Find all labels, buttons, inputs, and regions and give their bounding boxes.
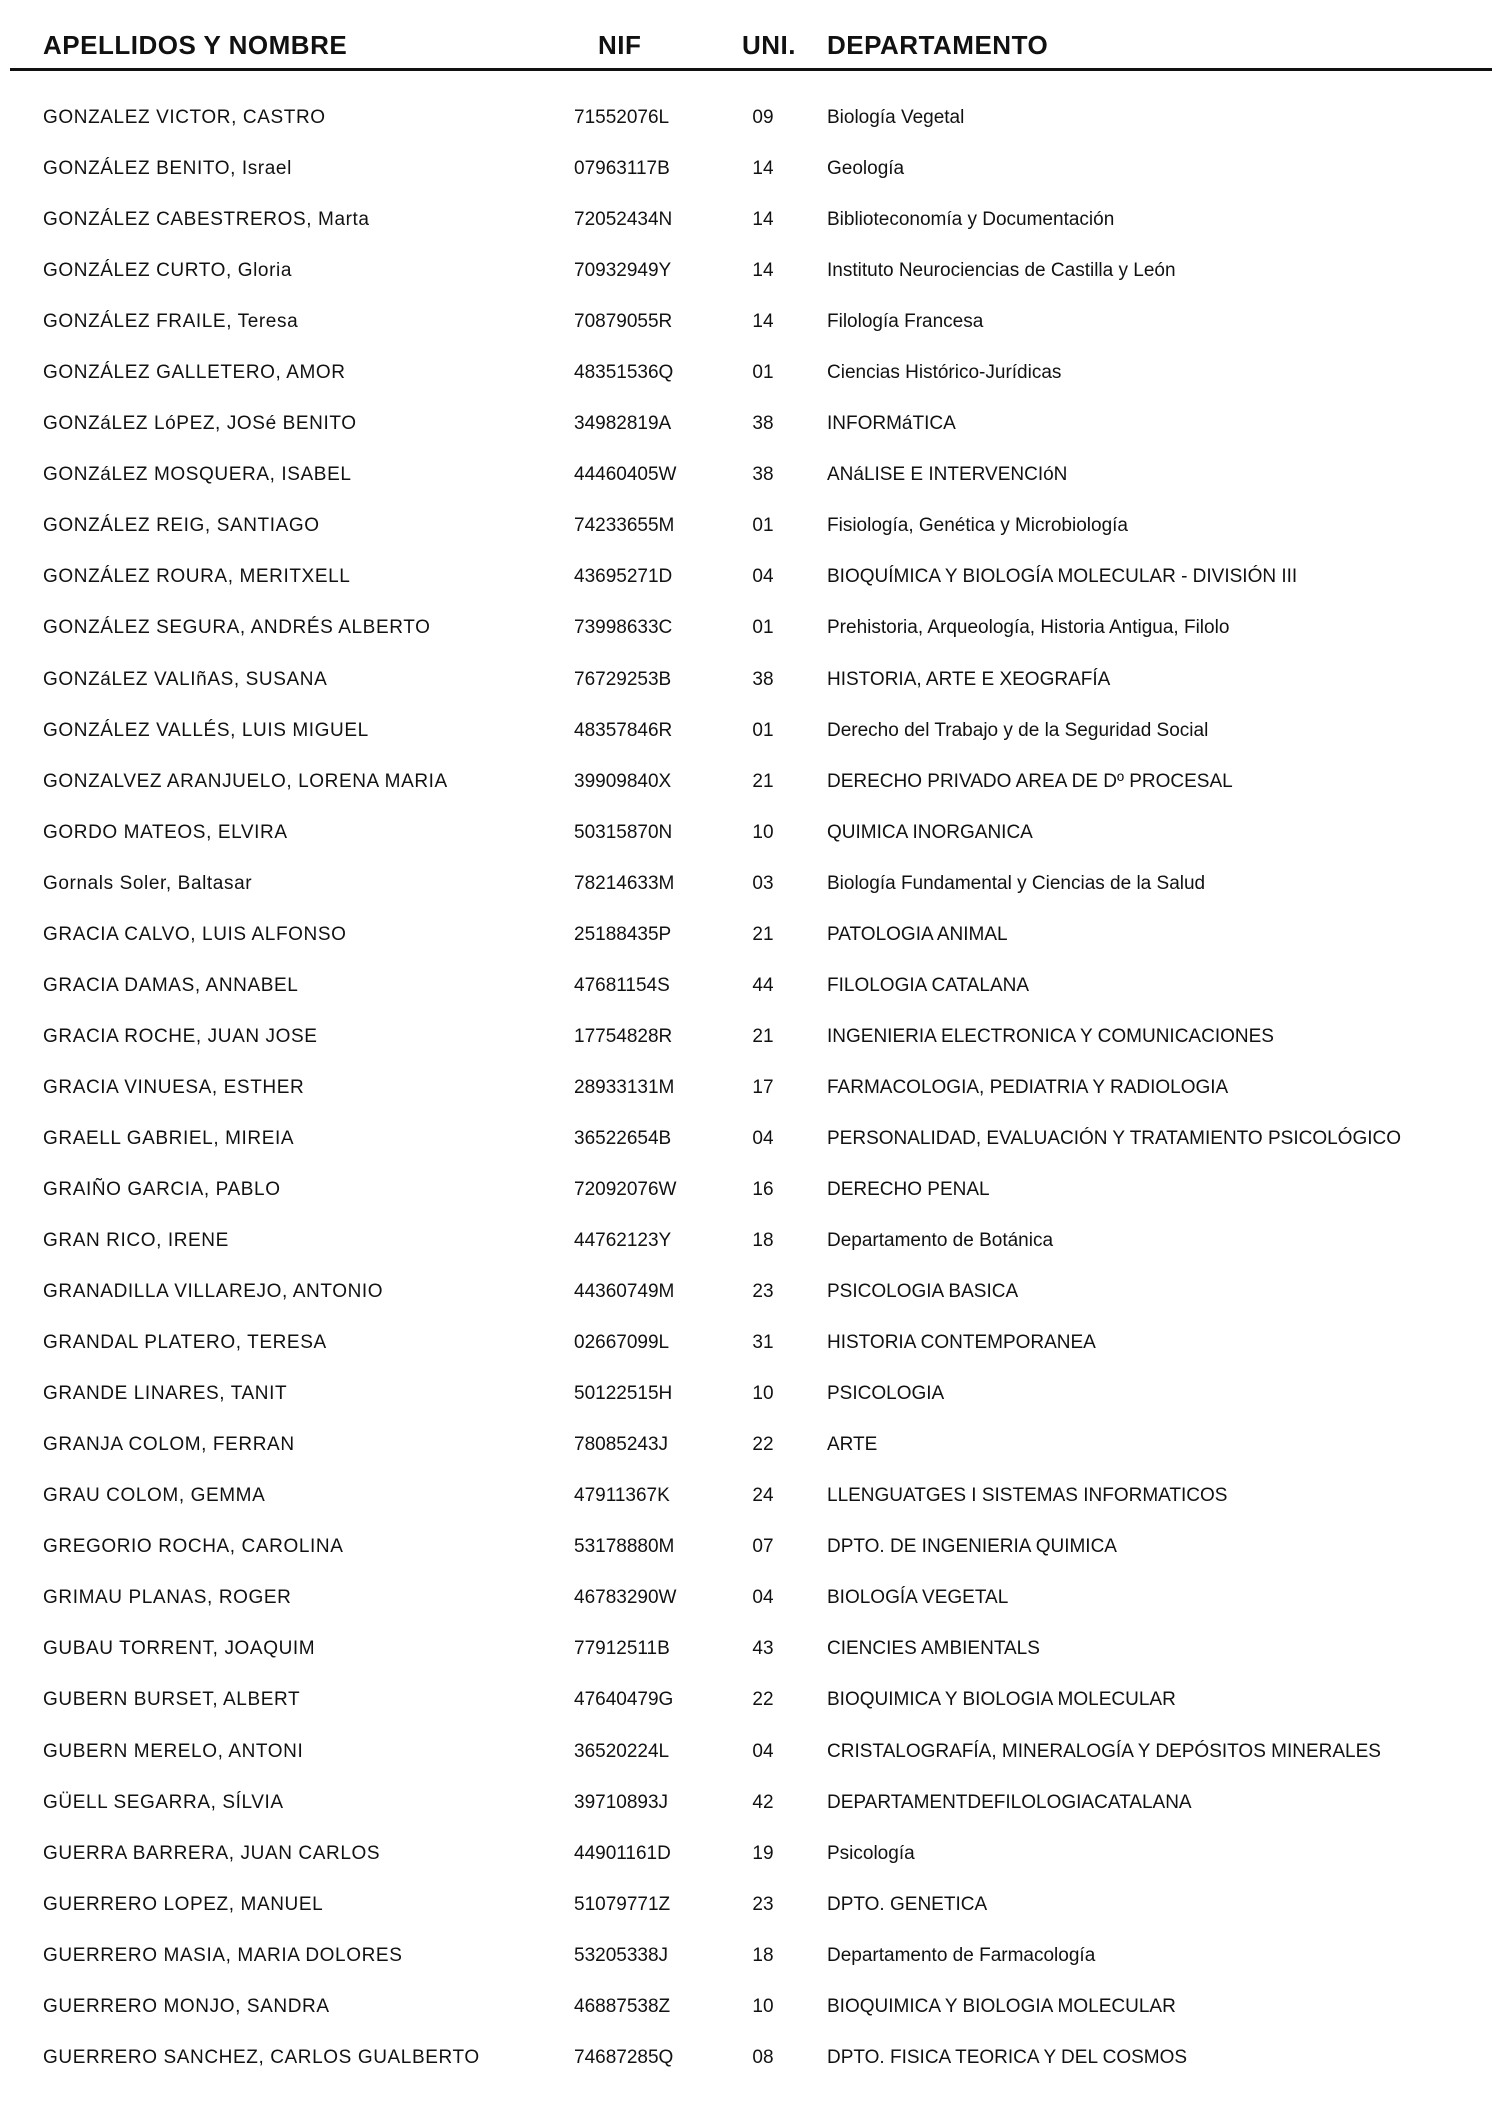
- table-row: [0, 1886, 1500, 1937]
- department-cell: PATOLOGIA ANIMAL: [827, 923, 1008, 945]
- table-row: [0, 763, 1500, 814]
- uni-cell: 22: [752, 1434, 774, 1456]
- department-cell: HISTORIA CONTEMPORANEA: [827, 1332, 1096, 1354]
- uni-cell: 18: [752, 1230, 774, 1252]
- department-cell: ARTE: [827, 1434, 878, 1456]
- table-row: [0, 814, 1500, 865]
- table-row: [0, 1069, 1500, 1120]
- nif-cell: 44360749M: [574, 1281, 675, 1303]
- department-cell: DERECHO PENAL: [827, 1178, 990, 1200]
- name-cell: GRAU COLOM, GEMMA: [43, 1485, 266, 1507]
- name-cell: GRANJA COLOM, FERRAN: [43, 1434, 295, 1456]
- department-cell: DERECHO PRIVADO AREA DE Dº PROCESAL: [827, 770, 1233, 792]
- uni-cell: 43: [752, 1638, 774, 1660]
- department-cell: BIOQUÍMICA Y BIOLOGÍA MOLECULAR - DIVISIÓN III: [827, 566, 1298, 588]
- table-row: [0, 252, 1500, 303]
- department-cell: BIOQUIMICA Y BIOLOGIA MOLECULAR: [827, 1995, 1176, 2017]
- table-row: [0, 507, 1500, 558]
- uni-cell: 21: [752, 770, 774, 792]
- name-cell: GONZáLEZ VALIñAS, SUSANA: [43, 668, 328, 690]
- nif-cell: 34982819A: [574, 413, 672, 435]
- table-row: [0, 1733, 1500, 1784]
- department-cell: DEPARTAMENTDEFILOLOGIACATALANA: [827, 1791, 1192, 1813]
- uni-cell: 18: [752, 1944, 774, 1966]
- nif-cell: 74233655M: [574, 515, 675, 537]
- name-cell: GRACIA ROCHE, JUAN JOSE: [43, 1025, 318, 1047]
- table-row: [0, 1426, 1500, 1477]
- name-cell: GUERRERO LOPEZ, MANUEL: [43, 1893, 324, 1915]
- name-cell: GRACIA DAMAS, ANNABEL: [43, 974, 299, 996]
- name-cell: GRANDAL PLATERO, TERESA: [43, 1332, 327, 1354]
- table-row: [0, 150, 1500, 201]
- nif-cell: 70932949Y: [574, 260, 672, 282]
- department-cell: Fisiología, Genética y Microbiología: [827, 515, 1128, 537]
- department-cell: BIOLOGÍA VEGETAL: [827, 1587, 1009, 1609]
- nif-cell: 53178880M: [574, 1536, 675, 1558]
- header-department: DEPARTAMENTO: [827, 30, 1049, 60]
- department-cell: FARMACOLOGIA, PEDIATRIA Y RADIOLOGIA: [827, 1076, 1229, 1098]
- department-cell: INGENIERIA ELECTRONICA Y COMUNICACIONES: [827, 1025, 1274, 1047]
- uni-cell: 01: [752, 719, 774, 741]
- nif-cell: 36522654B: [574, 1127, 672, 1149]
- uni-cell: 04: [752, 1740, 774, 1762]
- nif-cell: 72052434N: [574, 209, 673, 231]
- department-cell: DPTO. GENETICA: [827, 1893, 988, 1915]
- nif-cell: 78214633M: [574, 872, 675, 894]
- department-cell: FILOLOGIA CATALANA: [827, 974, 1030, 996]
- name-cell: GONZALEZ VICTOR, CASTRO: [43, 107, 326, 128]
- uni-cell: 10: [752, 1995, 774, 2017]
- nif-cell: 78085243J: [574, 1434, 669, 1456]
- department-cell: CIENCIES AMBIENTALS: [827, 1638, 1040, 1660]
- department-cell: ANáLISE E INTERVENCIóN: [827, 464, 1068, 486]
- name-cell: Gornals Soler, Baltasar: [43, 872, 253, 894]
- name-cell: GORDO MATEOS, ELVIRA: [43, 821, 288, 843]
- nif-cell: 25188435P: [574, 923, 672, 945]
- name-cell: GUBERN MERELO, ANTONI: [43, 1740, 304, 1762]
- uni-cell: 38: [752, 668, 774, 690]
- name-cell: GONZÁLEZ CABESTREROS, Marta: [43, 209, 370, 231]
- uni-cell: 10: [752, 1383, 774, 1405]
- table-row: [0, 303, 1500, 354]
- department-cell: Instituto Neurociencias de Castilla y León: [827, 260, 1176, 282]
- nif-cell: 17754828R: [574, 1025, 673, 1047]
- uni-cell: 03: [752, 872, 774, 894]
- department-cell: Biología Fundamental y Ciencias de la Salud: [827, 872, 1206, 894]
- table-row: [0, 1120, 1500, 1171]
- uni-cell: 38: [752, 464, 774, 486]
- nif-cell: 28933131M: [574, 1076, 675, 1098]
- name-cell: GONZALVEZ ARANJUELO, LORENA MARIA: [43, 770, 448, 792]
- department-cell: PERSONALIDAD, EVALUACIÓN Y TRATAMIENTO PSICOLÓGICO: [827, 1127, 1402, 1149]
- department-cell: CRISTALOGRAFÍA, MINERALOGÍA Y DEPÓSITOS MINERALES: [827, 1740, 1381, 1762]
- uni-cell: 09: [752, 107, 774, 128]
- table-row: [0, 201, 1500, 252]
- table-row: [0, 661, 1500, 712]
- nif-cell: 44901161D: [574, 1842, 671, 1864]
- table-row: [0, 405, 1500, 456]
- department-cell: HISTORIA, ARTE E XEOGRAFÍA: [827, 668, 1111, 690]
- nif-cell: 39710893J: [574, 1791, 669, 1813]
- uni-cell: 10: [752, 821, 774, 843]
- table-body: [0, 99, 1500, 2090]
- table-row: [0, 1937, 1500, 1988]
- name-cell: GONZÁLEZ CURTO, Gloria: [43, 260, 292, 282]
- name-cell: GRANDE LINARES, TANIT: [43, 1383, 288, 1405]
- uni-cell: 04: [752, 1587, 774, 1609]
- header-nif: NIF: [598, 30, 642, 60]
- table-row: [0, 1784, 1500, 1835]
- nif-cell: 50315870N: [574, 821, 673, 843]
- uni-cell: 04: [752, 1127, 774, 1149]
- department-cell: PSICOLOGIA: [827, 1383, 945, 1405]
- name-cell: GONZÁLEZ BENITO, Israel: [43, 158, 292, 180]
- uni-cell: 14: [752, 209, 774, 231]
- nif-cell: 72092076W: [574, 1178, 677, 1200]
- nif-cell: 36520224L: [574, 1740, 670, 1762]
- department-cell: Psicología: [827, 1842, 915, 1864]
- nif-cell: 74687285Q: [574, 2046, 674, 2068]
- department-cell: BIOQUIMICA Y BIOLOGIA MOLECULAR: [827, 1689, 1176, 1711]
- uni-cell: 23: [752, 1281, 774, 1303]
- name-cell: GREGORIO ROCHA, CAROLINA: [43, 1536, 344, 1558]
- uni-cell: 07: [752, 1536, 774, 1558]
- nif-cell: 71552076L: [574, 107, 670, 128]
- table-header: [0, 0, 1500, 70]
- name-cell: GUERRERO MASIA, MARIA DOLORES: [43, 1944, 403, 1966]
- uni-cell: 21: [752, 1025, 774, 1047]
- table-row: [0, 1222, 1500, 1273]
- nif-cell: 47640479G: [574, 1689, 674, 1711]
- name-cell: GONZÁLEZ REIG, SANTIAGO: [43, 515, 320, 537]
- name-cell: GRAIÑO GARCIA, PABLO: [43, 1178, 281, 1200]
- uni-cell: 08: [752, 2046, 774, 2068]
- uni-cell: 01: [752, 515, 774, 537]
- table-row: [0, 609, 1500, 660]
- uni-cell: 22: [752, 1689, 774, 1711]
- name-cell: GRACIA CALVO, LUIS ALFONSO: [43, 923, 347, 945]
- name-cell: GRAN RICO, IRENE: [43, 1230, 229, 1252]
- nif-cell: 73998633C: [574, 617, 673, 639]
- table-row: [0, 1681, 1500, 1732]
- nif-cell: 77912511B: [574, 1638, 670, 1660]
- uni-cell: 42: [752, 1791, 774, 1813]
- table-row: [0, 1528, 1500, 1579]
- name-cell: GONZáLEZ MOSQUERA, ISABEL: [43, 464, 352, 486]
- table-row: [0, 2039, 1500, 2090]
- department-cell: LLENGUATGES I SISTEMAS INFORMATICOS: [827, 1485, 1228, 1507]
- nif-cell: 51079771Z: [574, 1893, 671, 1915]
- uni-cell: 44: [752, 974, 774, 996]
- nif-cell: 53205338J: [574, 1944, 669, 1966]
- table-row: [0, 1477, 1500, 1528]
- nif-cell: 47681154S: [574, 974, 670, 996]
- uni-cell: 01: [752, 362, 774, 384]
- name-cell: GÜELL SEGARRA, SÍLVIA: [43, 1791, 284, 1813]
- nif-cell: 02667099L: [574, 1332, 670, 1354]
- name-cell: GRACIA VINUESA, ESTHER: [43, 1076, 305, 1098]
- nif-cell: 47911367K: [574, 1485, 670, 1507]
- uni-cell: 14: [752, 260, 774, 282]
- table-row: [0, 1630, 1500, 1681]
- name-cell: GUBERN BURSET, ALBERT: [43, 1689, 301, 1711]
- name-cell: GONZÁLEZ SEGURA, ANDRÉS ALBERTO: [43, 617, 431, 639]
- department-cell: Prehistoria, Arqueología, Historia Antigua, Filolo: [827, 617, 1230, 639]
- table-row: [0, 1273, 1500, 1324]
- name-cell: GONZÁLEZ ROURA, MERITXELL: [43, 566, 351, 588]
- table-row: [0, 558, 1500, 609]
- uni-cell: 16: [752, 1178, 774, 1200]
- table-row: [0, 1375, 1500, 1426]
- table-row: [0, 712, 1500, 763]
- department-cell: Geología: [827, 158, 905, 180]
- name-cell: GONZÁLEZ VALLÉS, LUIS MIGUEL: [43, 719, 369, 741]
- nif-cell: 46887538Z: [574, 1995, 671, 2017]
- nif-cell: 76729253B: [574, 668, 672, 690]
- nif-cell: 48351536Q: [574, 362, 674, 384]
- uni-cell: 38: [752, 413, 774, 435]
- department-cell: QUIMICA INORGANICA: [827, 821, 1033, 843]
- uni-cell: 14: [752, 158, 774, 180]
- nif-cell: 44460405W: [574, 464, 677, 486]
- uni-cell: 31: [752, 1332, 774, 1354]
- name-cell: GRIMAU PLANAS, ROGER: [43, 1587, 292, 1609]
- department-cell: Filología Francesa: [827, 311, 984, 333]
- department-cell: Derecho del Trabajo y de la Seguridad Social: [827, 719, 1209, 741]
- uni-cell: 04: [752, 566, 774, 588]
- name-cell: GUERRERO MONJO, SANDRA: [43, 1995, 330, 2017]
- table-row: [0, 1988, 1500, 2039]
- name-cell: GONZÁLEZ GALLETERO, AMOR: [43, 362, 346, 384]
- department-cell: Biología Vegetal: [827, 107, 965, 128]
- name-cell: GUERRA BARRERA, JUAN CARLOS: [43, 1842, 381, 1864]
- table-row: [0, 967, 1500, 1018]
- department-cell: DPTO. FISICA TEORICA Y DEL COSMOS: [827, 2046, 1188, 2068]
- uni-cell: 21: [752, 923, 774, 945]
- department-cell: Departamento de Farmacología: [827, 1944, 1096, 1966]
- table-row: [0, 865, 1500, 916]
- name-cell: GRAELL GABRIEL, MIREIA: [43, 1127, 295, 1149]
- nif-cell: 43695271D: [574, 566, 673, 588]
- name-cell: GUERRERO SANCHEZ, CARLOS GUALBERTO: [43, 2046, 480, 2068]
- department-cell: Biblioteconomía y Documentación: [827, 209, 1115, 231]
- department-cell: Departamento de Botánica: [827, 1230, 1054, 1252]
- uni-cell: 01: [752, 617, 774, 639]
- table-row: [0, 1835, 1500, 1886]
- name-cell: GRANADILLA VILLAREJO, ANTONIO: [43, 1281, 384, 1303]
- department-cell: Ciencias Histórico-Jurídicas: [827, 362, 1062, 384]
- table-row: [0, 916, 1500, 967]
- uni-cell: 23: [752, 1893, 774, 1915]
- name-cell: GONZáLEZ LóPEZ, JOSé BENITO: [43, 413, 357, 435]
- table-row: [0, 1324, 1500, 1375]
- department-cell: PSICOLOGIA BASICA: [827, 1281, 1019, 1303]
- table-row: [0, 354, 1500, 405]
- department-cell: DPTO. DE INGENIERIA QUIMICA: [827, 1536, 1117, 1558]
- header-name: APELLIDOS Y NOMBRE: [43, 30, 348, 60]
- table-row: [0, 1171, 1500, 1222]
- table-row: [0, 1579, 1500, 1630]
- uni-cell: 24: [752, 1485, 774, 1507]
- uni-cell: 19: [752, 1842, 774, 1864]
- name-cell: GUBAU TORRENT, JOAQUIM: [43, 1638, 316, 1660]
- uni-cell: 17: [752, 1076, 774, 1098]
- table-row: [0, 1018, 1500, 1069]
- nif-cell: 48357846R: [574, 719, 673, 741]
- header-divider: [10, 68, 1492, 71]
- nif-cell: 70879055R: [574, 311, 673, 333]
- department-cell: INFORMáTICA: [827, 413, 956, 435]
- nif-cell: 46783290W: [574, 1587, 677, 1609]
- nif-cell: 07963117B: [574, 158, 670, 180]
- table-row: [0, 456, 1500, 507]
- nif-cell: 50122515H: [574, 1383, 673, 1405]
- name-cell: GONZÁLEZ FRAILE, Teresa: [43, 311, 299, 333]
- table-row: [0, 99, 1500, 150]
- header-uni: UNI.: [742, 30, 796, 60]
- nif-cell: 44762123Y: [574, 1230, 672, 1252]
- uni-cell: 14: [752, 311, 774, 333]
- nif-cell: 39909840X: [574, 770, 672, 792]
